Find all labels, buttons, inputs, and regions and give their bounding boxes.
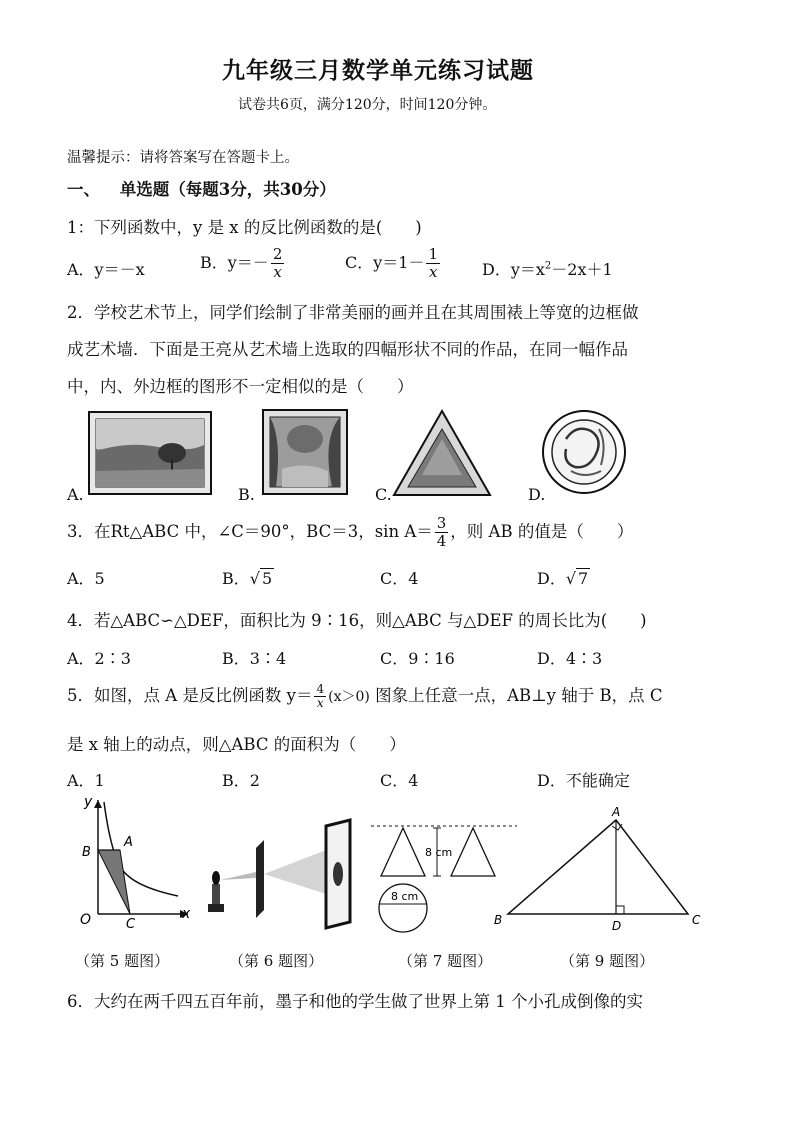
q3-option-d-radicand: 7 (578, 569, 589, 588)
q1-option-d-suffix: －2x＋1 (551, 260, 613, 279)
q1-option-b-prefix: B．y＝－ (200, 253, 269, 272)
fraction-numerator: 4 (316, 682, 325, 696)
q1-option-d-exponent: 2 (544, 260, 552, 272)
q5-fraction (314, 683, 326, 710)
q5-option-d: D．不能确定 (537, 771, 630, 790)
point-a-label: A (124, 835, 133, 850)
fraction-numerator: 2 (272, 245, 283, 263)
q2-figure-b-painting (262, 409, 348, 495)
q1-option-c-fraction (426, 246, 440, 281)
q2-figure-a-painting (88, 411, 212, 495)
q3-option-c: C．4 (380, 569, 419, 588)
q2-label-d: D. (528, 485, 546, 504)
candle-holder (208, 904, 224, 912)
q1-option-c (345, 246, 442, 281)
q2-figure-c-triangle-painting (392, 409, 492, 497)
question-5-line-2: 是 x 轴上的动点，则△ABC 的面积为（ ） (67, 735, 406, 754)
question-5-line-1 (67, 682, 662, 710)
q3-option-a: A．5 (67, 569, 105, 588)
height-label: 8 cm (425, 846, 453, 859)
fraction-denominator: 4 (436, 532, 447, 550)
triangle-abc (98, 850, 130, 914)
x-axis-label: x (182, 906, 191, 922)
section-header (67, 176, 336, 200)
q2-figure-d-round-painting (541, 409, 627, 495)
candle (212, 884, 220, 904)
point-c-label: C (126, 917, 136, 932)
y-axis-label: y (84, 794, 93, 810)
question-4: 4．若△ABC∽△DEF，面积比为 9∶16，则△ABC 与△DEF 的周长比为( ) (67, 611, 647, 630)
q4-option-d: D．4∶3 (537, 649, 603, 668)
q3-option-b-prefix: B． (222, 569, 250, 588)
right-angle-mark-d (616, 906, 624, 914)
question-3-suffix: ，则 AB 的值是（ ） (450, 522, 634, 541)
q4-option-c: C．9∶16 (380, 649, 455, 668)
figure-6-pinhole-camera (200, 818, 362, 930)
figure-7-caption: （第 7 题图） (398, 952, 493, 970)
page-title: 九年级三月数学单元练习试题 (222, 57, 534, 84)
point-d-label: D (612, 919, 622, 933)
question-2-line-2: 成艺术墙．下面是王亮从艺术墙上选取的四幅形状不同的作品，在同一幅作品 (67, 340, 628, 359)
light-rays-out (264, 850, 326, 894)
triangle-abc (508, 820, 688, 914)
q1-option-d-prefix: D．y＝x (482, 260, 545, 279)
section-title: 单选题（每题3分，共30分） (119, 180, 336, 199)
q3-option-d-prefix: D． (537, 569, 566, 588)
triangle-left (381, 828, 425, 876)
figure-5-caption: （第 5 题图） (75, 952, 170, 970)
figure-5-hyperbola (70, 792, 200, 932)
pinhole-board (256, 840, 264, 918)
figure-9-triangle-altitude (488, 806, 708, 934)
sqrt-symbol: √ (249, 569, 260, 588)
point-c-label: C (692, 913, 701, 927)
q1-option-b-fraction (271, 246, 285, 281)
q2-label-c: C. (375, 485, 392, 504)
question-5-prefix: 5．如图，点 A 是反比例函数 y＝ (67, 686, 313, 705)
question-6: 6．大约在两千四五百年前，墨子和他的学生做了世界上第 1 个小孔成倒像的实 (67, 992, 643, 1011)
question-2-line-1: 2．学校艺术节上，同学们绘制了非常美丽的画并且在其周围裱上等宽的边框做 (67, 303, 639, 322)
q5-option-c: C．4 (380, 771, 419, 790)
y-axis-arrow (94, 800, 102, 808)
point-b-label: B (82, 845, 91, 860)
q4-option-a: A．2∶3 (67, 649, 131, 668)
sqrt-symbol: √ (565, 569, 577, 588)
q1-option-a: A．y＝－x (67, 260, 145, 279)
fraction-numerator: 1 (428, 245, 439, 263)
q5-option-a: A．1 (67, 771, 105, 790)
tip-text: 温馨提示：请将答案写在答题卡上。 (67, 150, 299, 166)
diameter-label: 8 cm (391, 890, 419, 903)
question-5-condition: (x＞0) (328, 689, 370, 705)
question-5-suffix: 图象上任意一点，AB⊥y 轴于 B，点 C (369, 686, 663, 705)
fraction-denominator: x (429, 263, 438, 281)
inverted-image (333, 862, 343, 886)
section-number: 一、 (67, 180, 100, 199)
candle-flame (212, 871, 220, 885)
q1-option-c-prefix: C．y＝1－ (345, 253, 425, 272)
q5-option-b: B．2 (222, 771, 260, 790)
question-3-prefix: 3．在Rt△ABC 中，∠C＝90°，BC＝3，sin A＝ (67, 522, 433, 541)
q3-fraction (435, 515, 449, 550)
figure-9-caption: （第 9 题图） (560, 952, 655, 970)
q3-option-b (222, 566, 274, 589)
page-subtitle: 试卷共6页，满分120分，时间120分钟。 (238, 97, 497, 113)
q3-option-d (537, 566, 590, 589)
q3-option-b-radicand: 5 (261, 569, 273, 588)
q2-label-a: A. (67, 485, 84, 504)
fraction-denominator: x (316, 696, 324, 710)
light-rays-in (220, 872, 256, 880)
question-2-line-3: 中，内、外边框的图形不一定相似的是（ ） (67, 377, 414, 396)
q1-option-d (482, 257, 613, 280)
point-a-label: A (612, 806, 621, 819)
fraction-numerator: 3 (436, 514, 447, 532)
point-b-label: B (494, 913, 503, 927)
q4-option-b: B．3∶4 (222, 649, 287, 668)
question-1: 1：下列函数中，y 是 x 的反比例函数的是( ) (67, 218, 422, 237)
question-3 (67, 515, 633, 550)
q2-label-b: B. (238, 485, 255, 504)
q1-option-b (200, 246, 286, 281)
origin-label: O (80, 912, 92, 928)
figure-6-caption: （第 6 题图） (229, 952, 324, 970)
fraction-denominator: x (273, 263, 282, 281)
